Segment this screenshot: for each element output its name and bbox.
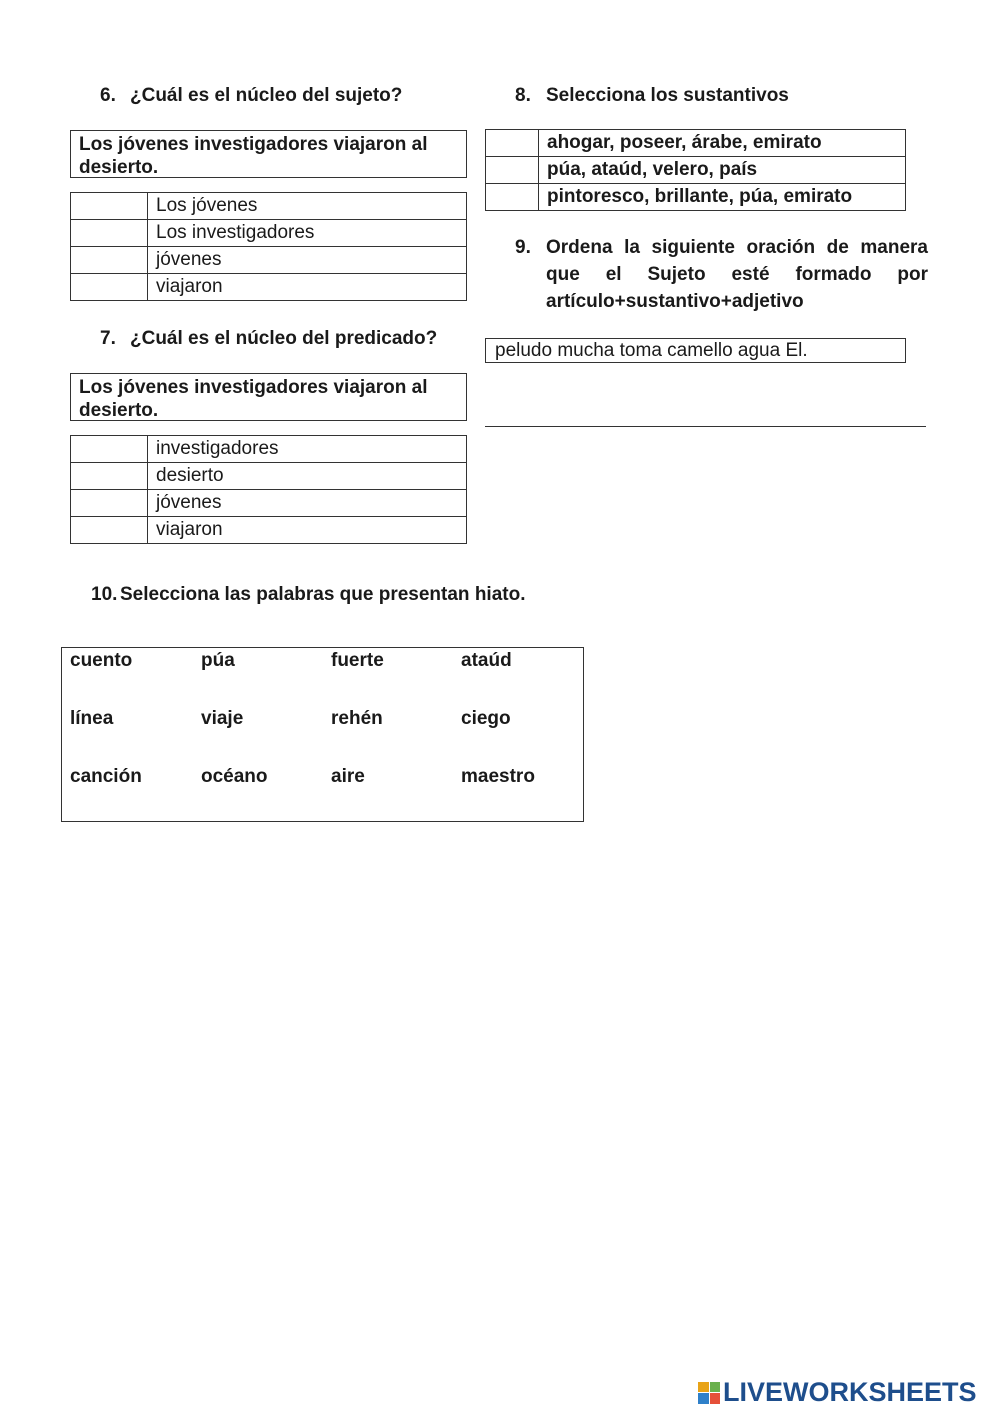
question-7-number: 7. bbox=[100, 328, 116, 349]
liveworksheets-logo-icon bbox=[698, 1382, 720, 1404]
answer-checkbox[interactable] bbox=[71, 274, 148, 301]
option-row[interactable] bbox=[486, 130, 906, 157]
question-10-number: 10. bbox=[91, 584, 118, 605]
option-row[interactable] bbox=[486, 184, 906, 211]
option-row[interactable] bbox=[71, 220, 467, 247]
answer-checkbox[interactable] bbox=[71, 247, 148, 274]
option-row[interactable] bbox=[71, 193, 467, 220]
word-option[interactable]: ataúd bbox=[461, 650, 512, 671]
word-option[interactable]: aire bbox=[331, 766, 365, 787]
question-9-scrambled-sentence: peludo mucha toma camello agua El. bbox=[485, 338, 906, 363]
word-option[interactable]: maestro bbox=[461, 766, 535, 787]
question-6-sentence: Los jóvenes investigadores viajaron al desierto. bbox=[70, 130, 467, 178]
option-label: viajaron bbox=[148, 274, 467, 301]
liveworksheets-logo bbox=[698, 1377, 977, 1408]
word-option[interactable]: línea bbox=[70, 708, 114, 729]
question-7-options bbox=[70, 435, 467, 544]
option-row[interactable] bbox=[71, 274, 467, 301]
answer-checkbox[interactable] bbox=[71, 463, 148, 490]
liveworksheets-logo-text: LIVEWORKSHEETS bbox=[723, 1377, 977, 1407]
option-row[interactable] bbox=[486, 157, 906, 184]
question-7-title: 7. ¿Cuál es el núcleo del predicado? bbox=[100, 328, 438, 349]
question-6-number: 6. bbox=[100, 85, 116, 106]
word-option[interactable]: canción bbox=[70, 766, 142, 787]
word-option[interactable]: océano bbox=[201, 766, 268, 787]
question-9-answer-line[interactable] bbox=[485, 410, 926, 427]
word-option[interactable]: rehén bbox=[331, 708, 383, 729]
hiato-word-grid bbox=[61, 647, 584, 822]
question-8-number: 8. bbox=[515, 85, 531, 106]
question-9-number: 9. bbox=[515, 237, 531, 258]
option-label: jóvenes bbox=[148, 490, 467, 517]
option-label: Los investigadores bbox=[148, 220, 467, 247]
question-8-title: 8. Selecciona los sustantivos bbox=[515, 85, 789, 106]
option-label: desierto bbox=[148, 463, 467, 490]
question-7-sentence: Los jóvenes investigadores viajaron al desierto. bbox=[70, 373, 467, 421]
option-label: viajaron bbox=[148, 517, 467, 544]
question-8-options bbox=[485, 129, 906, 211]
answer-checkbox[interactable] bbox=[71, 193, 148, 220]
option-row[interactable] bbox=[71, 490, 467, 517]
answer-checkbox[interactable] bbox=[486, 184, 539, 211]
word-option[interactable]: púa bbox=[201, 650, 235, 671]
word-option[interactable]: cuento bbox=[70, 650, 133, 671]
option-row[interactable] bbox=[71, 436, 467, 463]
answer-checkbox[interactable] bbox=[71, 517, 148, 544]
answer-checkbox[interactable] bbox=[486, 130, 539, 157]
answer-checkbox[interactable] bbox=[71, 436, 148, 463]
option-row[interactable] bbox=[71, 247, 467, 274]
option-row[interactable] bbox=[71, 463, 467, 490]
question-9-title: Ordena la siguiente oración de manera que el Sujeto esté formado por artículo+sustantivo+adjetivo bbox=[546, 237, 928, 312]
option-row[interactable] bbox=[71, 517, 467, 544]
word-option[interactable]: ciego bbox=[461, 708, 511, 729]
answer-checkbox[interactable] bbox=[71, 220, 148, 247]
option-label: Los jóvenes bbox=[148, 193, 467, 220]
option-label: ahogar, poseer, árabe, emirato bbox=[539, 130, 906, 157]
option-label: púa, ataúd, velero, país bbox=[539, 157, 906, 184]
option-label: investigadores bbox=[148, 436, 467, 463]
question-6-options bbox=[70, 192, 467, 301]
question-6-title: 6. ¿Cuál es el núcleo del sujeto? bbox=[100, 85, 403, 106]
question-10-title: 10. Selecciona las palabras que presentan hiato. bbox=[91, 584, 526, 605]
word-option[interactable]: fuerte bbox=[331, 650, 384, 671]
option-label: jóvenes bbox=[148, 247, 467, 274]
option-label: pintoresco, brillante, púa, emirato bbox=[539, 184, 906, 211]
word-option[interactable]: viaje bbox=[201, 708, 244, 729]
answer-checkbox[interactable] bbox=[71, 490, 148, 517]
answer-checkbox[interactable] bbox=[486, 157, 539, 184]
